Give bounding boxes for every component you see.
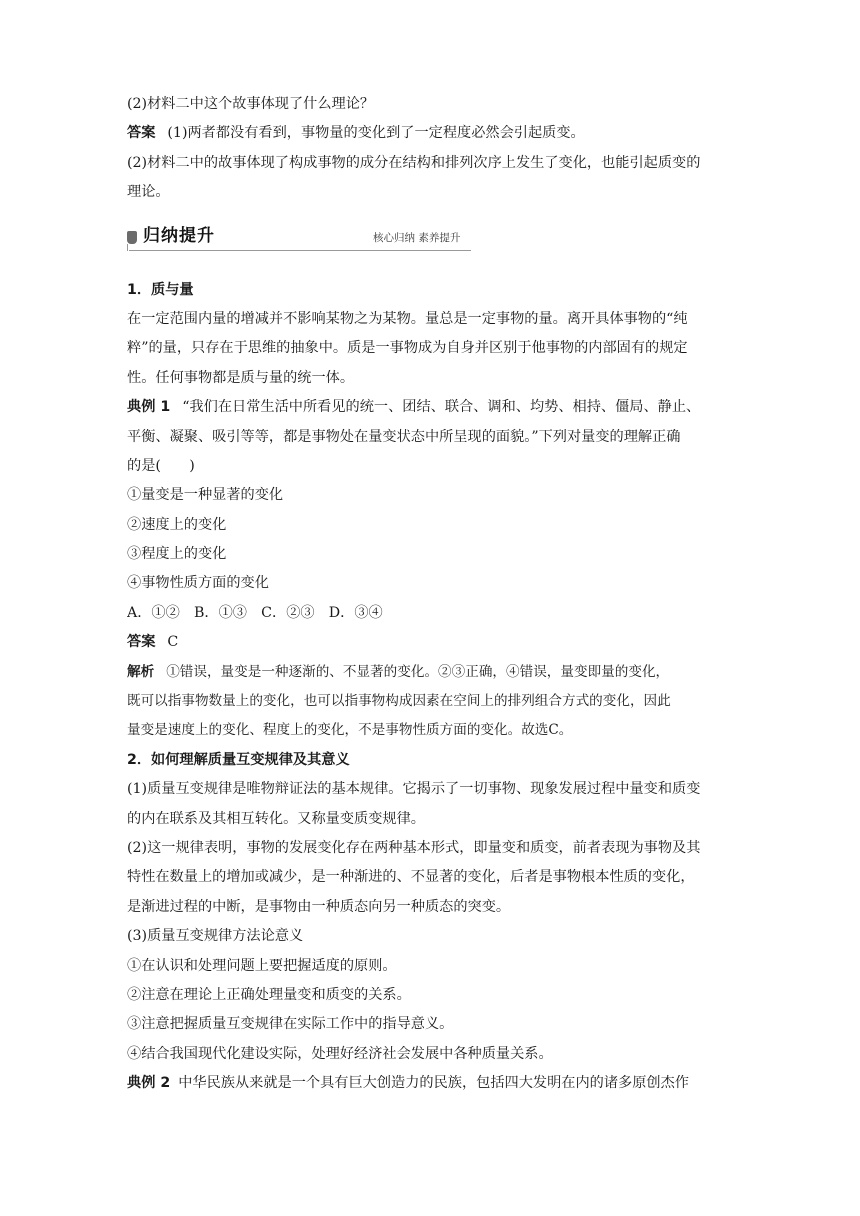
s2-p2-line-1: (2)这一规律表明，事物的发展变化存在两种基本形式，即量变和质变，前者表现为事物及其 <box>127 839 701 856</box>
s1-paragraph-line-1: 在一定范围内量的增减并不影响某物之为某物。量总是一定事物的量。离开具体事物的“纯 <box>127 310 688 327</box>
example-2-text-1: 中华民族从来就是一个具有巨大创造力的民族，包括四大发明在内的诸多原创杰作 <box>178 1075 689 1092</box>
banner-subtitle: 核心归纳 素养提升 <box>373 231 461 244</box>
s2-p3: (3)质量互变规律方法论意义 <box>127 928 304 945</box>
option-1: ①量变是一种显著的变化 <box>127 487 284 504</box>
answer-text-1: (1)两者都没有看到，事物量的变化到了一定程度必然会引起质变。 <box>167 125 585 142</box>
section-2-heading: 2．如何理解质量互变规律及其意义 <box>127 751 350 768</box>
answer-choices: A．①② B．①③ C．②③ D．③④ <box>127 604 383 621</box>
explanation-line-1 <box>127 658 737 687</box>
s1-paragraph-line-3: 性。任何事物都是质与量的统一体。 <box>127 369 355 386</box>
s1-paragraph-line-2: 粹”的量，只存在于思维的抽象中。质是一事物成为自身并区别于他事物的内部固有的规定 <box>127 340 688 357</box>
example-1-label: 典例 1 <box>127 399 171 416</box>
example-1-line-1 <box>127 393 737 422</box>
example-1-answer-label: 答案 <box>127 634 156 651</box>
explanation-label: 解析 <box>127 663 155 680</box>
s2-p2-line-2: 特性在数量上的增加或减少，是一种渐进的、不显著的变化，后者是事物根本性质的变化， <box>127 869 695 886</box>
s2-p1-line-2: 的内在联系及其相互转化。又称量变质变规律。 <box>127 810 425 827</box>
example-1-answer <box>127 628 737 657</box>
example-1-answer-value: C <box>167 634 179 651</box>
example-1-line-3: 的是( ) <box>127 457 195 474</box>
option-2: ②速度上的变化 <box>127 516 227 533</box>
answer-line-2b: 理论。 <box>127 184 170 201</box>
explanation-line-3: 量变是速度上的变化、程度上的变化，不是事物性质方面的变化。故选C。 <box>127 722 573 739</box>
banner-rule-left <box>127 244 128 251</box>
option-4: ④事物性质方面的变化 <box>127 575 269 592</box>
section-banner <box>127 224 737 252</box>
s2-p1-line-1: (1)质量互变规律是唯物辩证法的基本规律。它揭示了一切事物、现象发展过程中量变和质变 <box>127 781 701 798</box>
method-1: ①在认识和处理问题上要把握适度的原则。 <box>127 957 397 974</box>
option-3: ③程度上的变化 <box>127 546 227 563</box>
document-page <box>127 90 737 1099</box>
method-2: ②注意在理论上正确处理量变和质变的关系。 <box>127 986 411 1003</box>
answer-line-1 <box>127 119 737 148</box>
explanation-text-1: ①错误，量变是一种逐渐的、不显著的变化。②③正确，④错误，量变即量的变化， <box>166 663 670 680</box>
banner-marker-icon <box>127 231 137 244</box>
answer-line-2a: (2)材料二中的故事体现了构成事物的成分在结构和排列次序上发生了变化，也能引起质变的 <box>127 154 701 171</box>
s2-p2-line-3: 是渐进过程的中断，是事物由一种质态向另一种质态的突变。 <box>127 898 511 915</box>
explanation-line-2: 既可以指事物数量上的变化，也可以指事物构成因素在空间上的排列组合方式的变化，因此 <box>127 693 671 710</box>
example-1-text-1: “我们在日常生活中所看见的统一、团结、联合、调和、均势、相持、僵局、静止、 <box>182 399 701 416</box>
answer-label: 答案 <box>127 125 156 142</box>
method-3: ③注意把握质量互变规律在实际工作中的指导意义。 <box>127 1016 454 1033</box>
example-2-line-1 <box>127 1069 737 1098</box>
example-2-label: 典例 2 <box>127 1075 171 1092</box>
section-1-heading: 1．质与量 <box>127 281 194 298</box>
banner-rule <box>129 250 471 251</box>
question-2: (2)材料二中这个故事体现了什么理论？ <box>127 96 375 112</box>
method-4: ④结合我国现代化建设实际，处理好经济社会发展中各种质量关系。 <box>127 1045 553 1062</box>
banner-title: 归纳提升 <box>143 225 215 246</box>
example-1-line-2: 平衡、凝聚、吸引等等，都是事物处在量变状态中所呈现的面貌。”下列对量变的理解正确 <box>127 428 681 445</box>
